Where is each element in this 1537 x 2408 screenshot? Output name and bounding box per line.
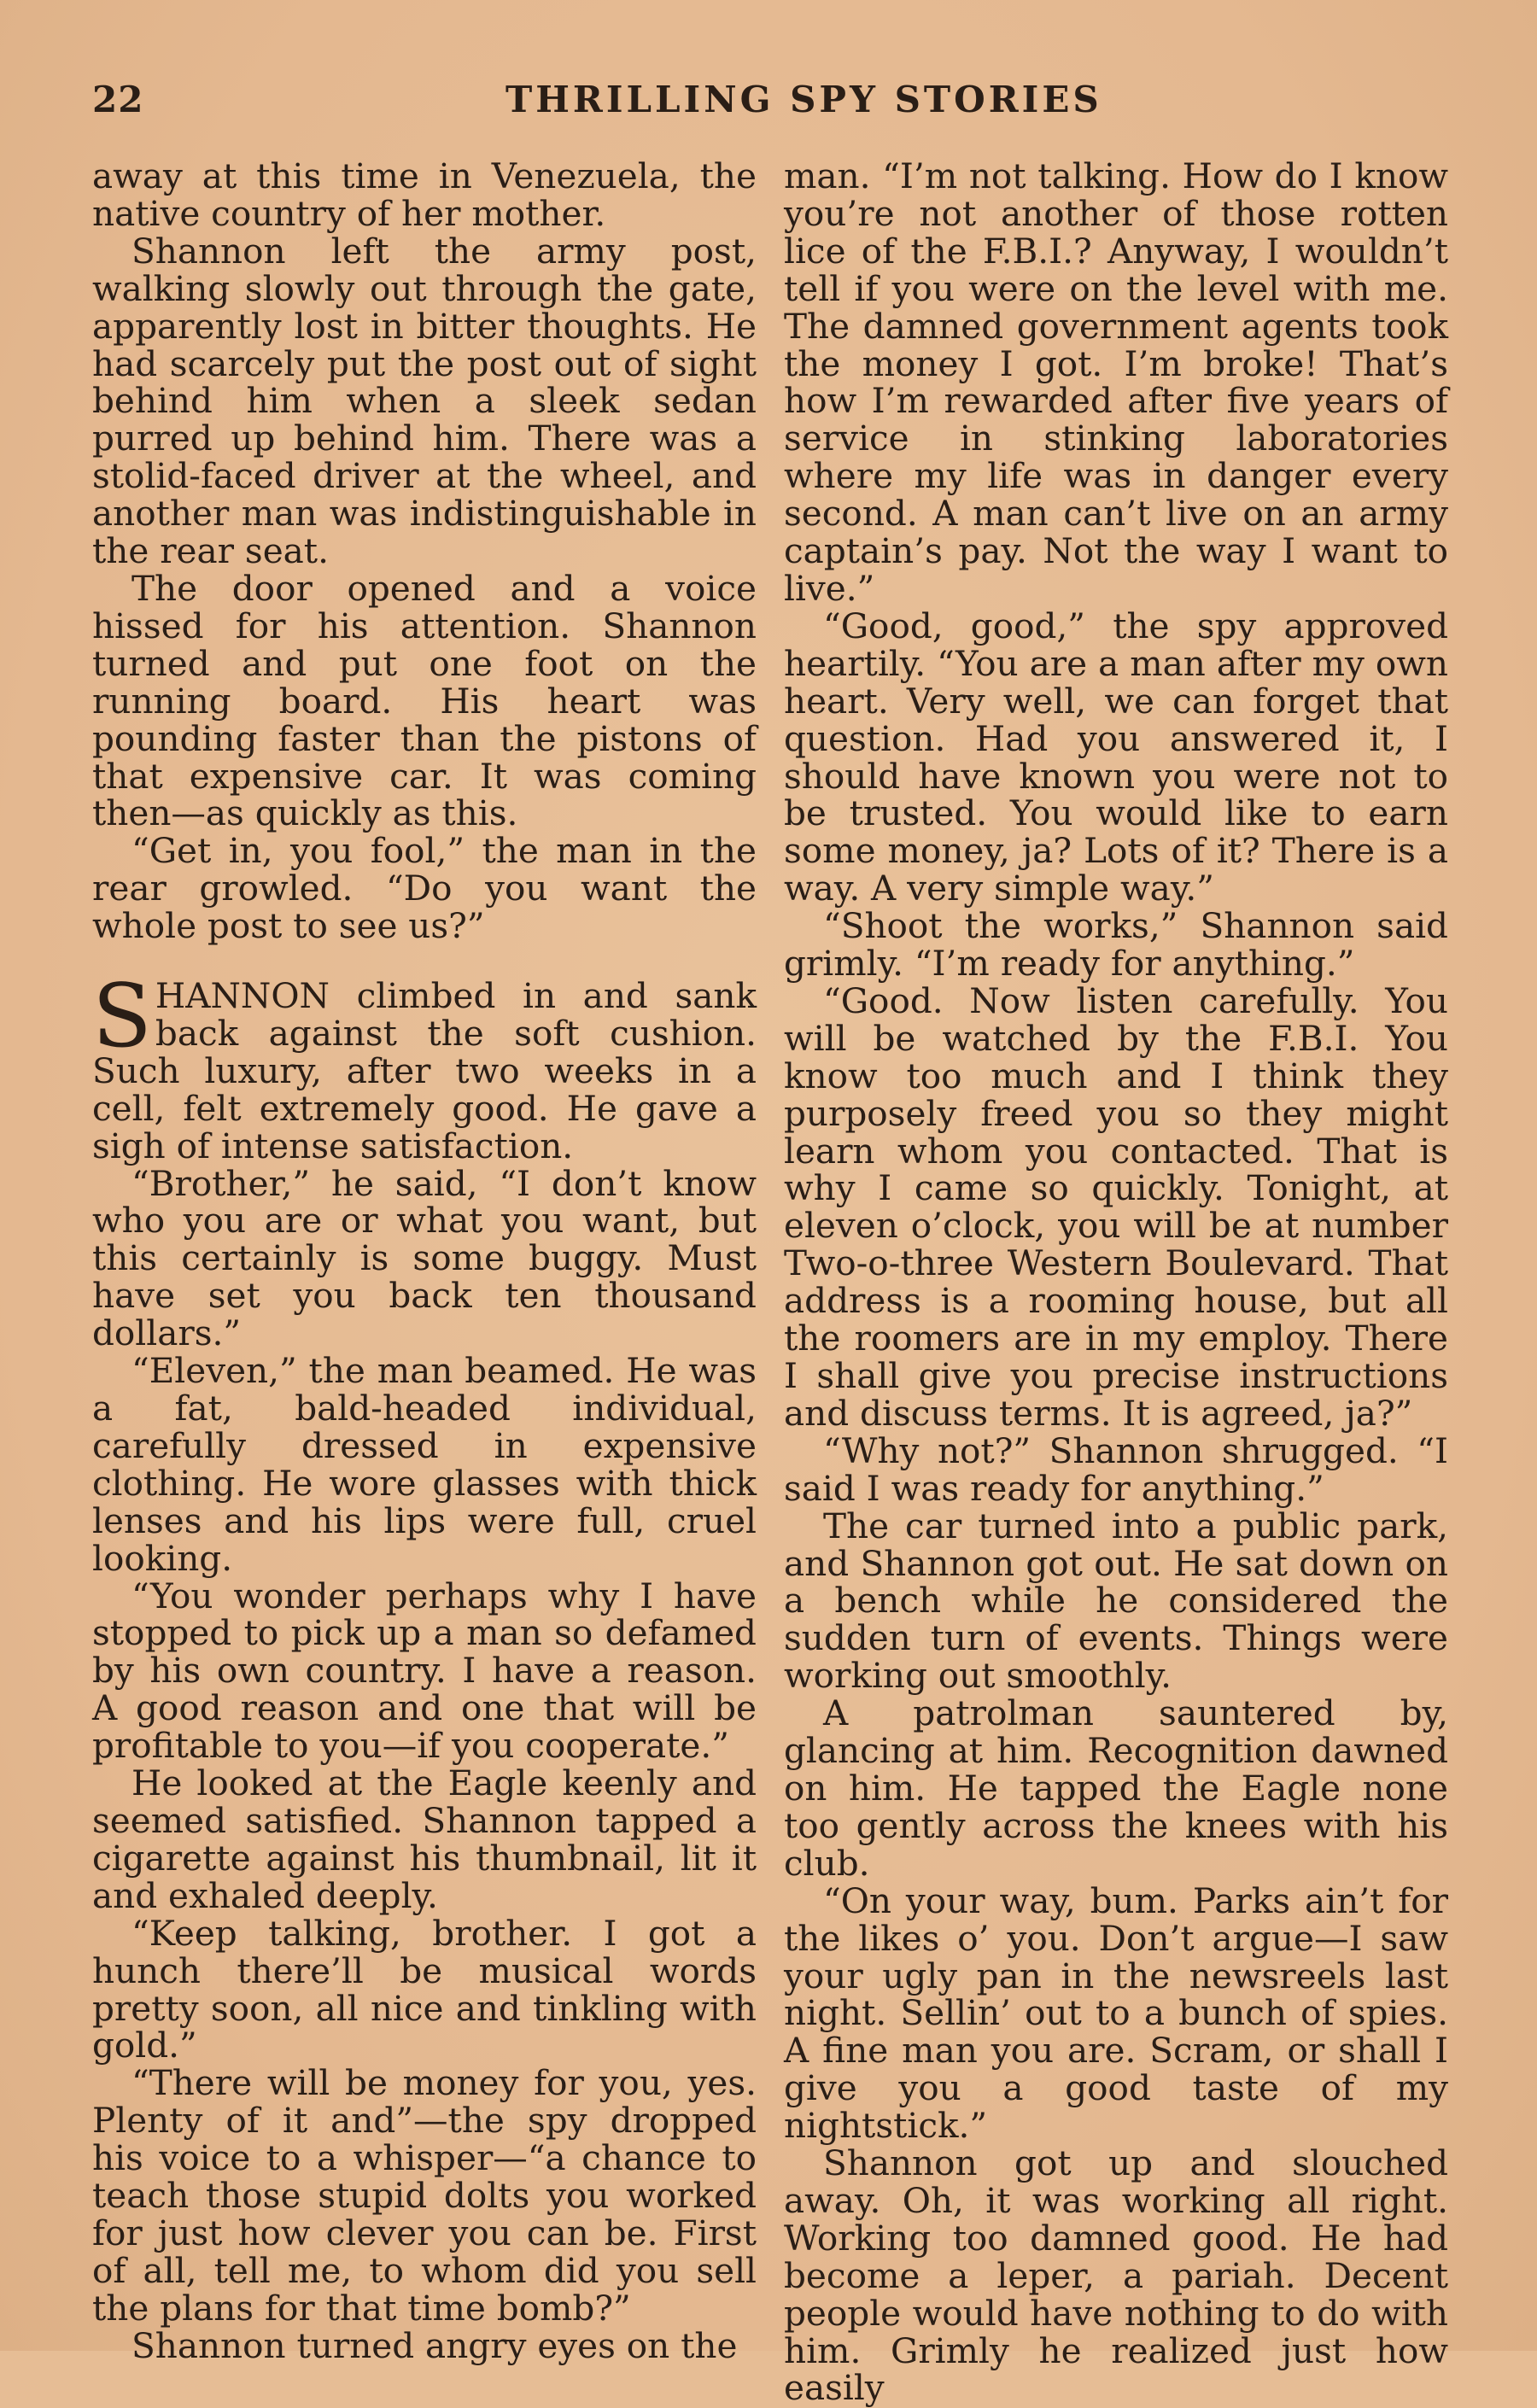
left-column [92,155,757,2366]
paragraph: man. “I’m not talking. How do I know you’re not another of those rotten lice of the F.B.I.? Anyway, I wouldn’t tell if you were on the level with me. The damned government agents took the money I got. I’m broke! That’s how I’m rewarded after five years of service in stinking laboratories where my life was in danger every second. A man can’t live on an army captain’s pay. Not the way I want to live.” [784,155,1448,609]
paragraph: Shannon got up and slouched away. Oh, it was working all right. Working too damned good. He had become a leper, a pariah. Decent people would have nothing to do with him. Grimly he realized just how easily [784,2142,1448,2408]
paragraph: Shannon turned angry eyes on the [131,2324,738,2366]
paragraph: A patrolman sauntered by, glancing at him. Recognition dawned on him. He tapped the Eagle none too gently across the knees with his club. [784,1692,1448,1884]
paragraph: “Brother,” he said, “I don’t know who you are or what you want, but this certainly is some buggy. Must have set you back ten thousand dollars.” [92,1162,757,1354]
page-number: 22 [92,79,144,120]
paragraph: Shannon left the army post, walking slowly out through the gate, apparently lost in bitter thoughts. He had scarcely put the post out of sight behind him when a sleek sedan purred up behind him. There was a stolid-faced driver at the wheel, and another man was indistinguishable in the rear seat. [92,230,757,572]
paragraph: The door opened and a voice hissed for his attention. Shannon turned and put one foot on the running board. His heart was pounding faster than the pistons of that expensive car. It was coming then—as quickly as this. [92,567,757,834]
paragraph: “You wonder perhaps why I have stopped to pick up a man so defamed by his own country. I have a reason. A good reason and one that will be profitable to you—if you cooperate.” [92,1575,757,1767]
paragraph-text: HANNON climbed in and sank back against the soft cushion. Such luxury, after two weeks in a cell, felt extremely good. He gave a sigh of intense satisfaction. [92,975,757,1166]
paragraph: “Eleven,” the man beamed. He was a fat, bald-headed individual, carefully dressed in expensive clothing. He wore glasses with thick lenses and his lips were full, cruel looking. [92,1350,757,1579]
paragraph: “Good. Now listen carefully. You will be watched by the F.B.I. You know too much and I think they purposely freed you so they might learn whom you contacted. That is why I came so quickly. Tonight, at eleven o’clock, you will be at number Two-o-three Western Boulevard. That address is a rooming house, but all the roomers are in my employ. There I shall give you precise instructions and discuss terms. It is agreed, ja?” [784,979,1448,1434]
page-header [92,79,1450,130]
paragraph: “Keep talking, brother. I got a hunch there’ll be musical words pretty soon, all nice and tinkling with gold.” [92,1912,757,2066]
paragraph: “There will be money for you, yes. Plenty of it and”—the spy dropped his voice to a whisper—“a chance to teach those stupid dolts you worked for just how clever you can be. First of all, tell me, to whom did you sell the plans for that time bomb?” [92,2062,757,2329]
running-head: THRILLING SPY STORIES [506,79,1102,120]
paragraph: away at this time in Venezuela, the native country of her mother. [92,155,757,234]
paragraph: “Good, good,” the spy approved heartily. “You are a man after my own heart. Very well, we can forget that question. Had you answered it, I should have known you were not to be trusted. You would like to earn some money, ja? Lots of it? There is a way. A very simple way.” [784,605,1448,909]
paragraph: “Shoot the works,” Shannon said grimly. “I’m ready for anything.” [784,905,1448,985]
right-column [784,155,1448,2408]
paragraph: “Why not?” Shannon shrugged. “I said I was ready for anything.” [784,1429,1448,1509]
drop-cap: S [92,966,152,1068]
paragraph-with-dropcap [92,966,757,1166]
paragraph: “On your way, bum. Parks ain’t for the likes o’ you. Don’t argue—I saw your ugly pan in the newsreels last night. Sellin’ out to a bunch of spies. A fine man you are. Scram, or shall I give you a good taste of my nightstick.” [784,1879,1448,2147]
paragraph: “Get in, you fool,” the man in the rear growled. “Do you want the whole post to see us?” [92,830,757,947]
paragraph: He looked at the Eagle keenly and seemed satisfied. Shannon tapped a cigarette against his thumbnail, lit it and exhaled deeply. [92,1762,757,1916]
section-break [92,945,757,978]
paragraph: The car turned into a public park, and Shannon got out. He sat down on a bench while he considered the sudden turn of events. Things were working out smoothly. [784,1505,1448,1697]
